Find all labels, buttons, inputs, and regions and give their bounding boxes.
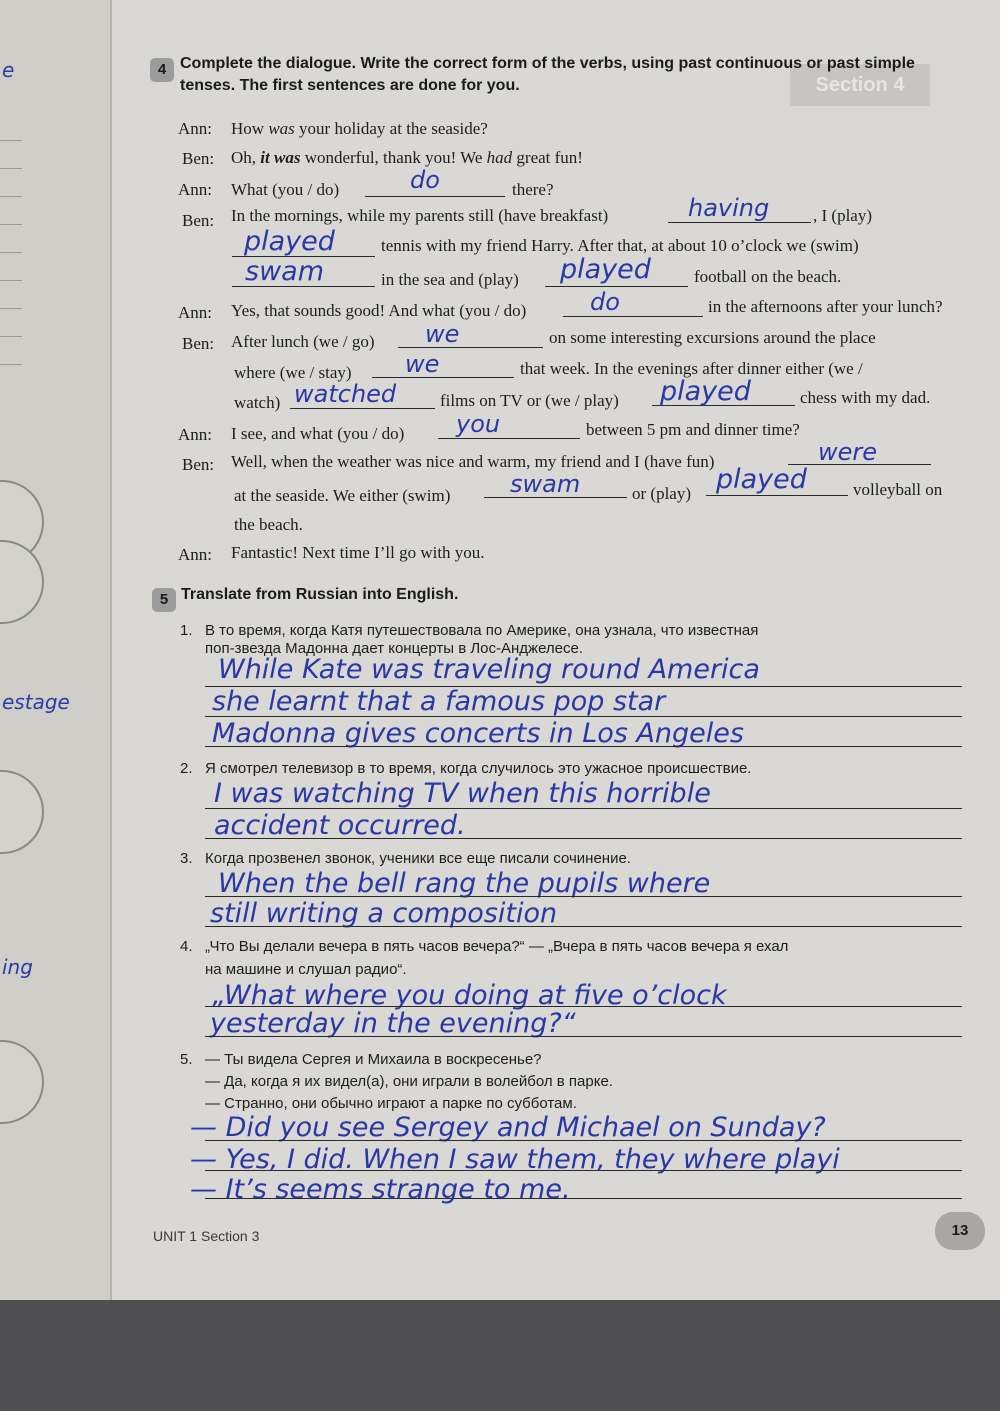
handwritten-answer: were <box>818 438 878 466</box>
handwritten-translation: — It’s seems strange to me. <box>190 1174 571 1205</box>
exercise-5-instructions: Translate from Russian into English. <box>181 586 459 603</box>
dialogue-line: on some interesting excursions around the place <box>549 328 876 347</box>
answer-blank <box>668 222 811 223</box>
russian-sentence: В то время, когда Катя путешествовала по Америке, она узнала, что известная <box>205 622 759 639</box>
handwritten-answer: played <box>244 226 335 257</box>
faded-section-tab: Section 4 <box>790 64 930 106</box>
russian-sentence: поп-звезда Мадонна дает концерты в Лос-Анджелесе. <box>205 640 584 657</box>
speaker: Ann: <box>178 425 212 444</box>
answer-blank <box>563 316 703 317</box>
speaker: Ann: <box>178 180 212 199</box>
margin-word: ing <box>2 955 33 979</box>
dialogue-line: What (you / do) <box>231 180 340 199</box>
russian-sentence: Когда прозвенел звонок, ученики все еще писали сочинение. <box>205 850 631 867</box>
handwritten-answer: swam <box>510 470 581 498</box>
item-number: 1. <box>180 622 193 639</box>
speaker: Ann: <box>178 303 212 322</box>
answer-blank <box>365 196 505 197</box>
handwritten-translation: When the bell rang the pupils where <box>218 868 711 899</box>
answer-blank <box>398 347 543 348</box>
handwritten-answer: played <box>716 464 807 495</box>
margin-word: e <box>2 58 15 82</box>
dialogue-line: Fantastic! Next time I’ll go with you. <box>231 543 485 562</box>
dialogue-line: in the sea and (play) <box>381 270 519 289</box>
page-number: 13 <box>935 1212 985 1250</box>
handwritten-answer: played <box>560 254 651 285</box>
speaker: Ben: <box>182 455 215 474</box>
dialogue-line: , I (play) <box>813 206 873 225</box>
handwritten-translation: yesterday in the evening?“ <box>210 1008 576 1039</box>
exercise-4-instructions: Complete the dialogue. Write the correct form of the verbs, using past continuous or past simple <box>180 55 915 72</box>
handwritten-answer: you <box>456 410 501 438</box>
handwritten-translation: she learnt that a famous pop star <box>212 686 666 717</box>
item-number: 3. <box>180 850 193 867</box>
item-number: 5. <box>180 1051 193 1068</box>
answer-blank <box>706 495 848 496</box>
dialogue-line: between 5 pm and dinner time? <box>586 420 800 439</box>
russian-sentence: — Странно, они обычно играют а парке по субботам. <box>205 1095 577 1112</box>
dialogue-line: tennis with my friend Harry. After that, at about 10 o’clock we (swim) <box>381 236 859 255</box>
footer-unit: UNIT 1 Section 3 <box>153 1228 260 1244</box>
scan-background <box>0 1300 1000 1411</box>
handwritten-answer: we <box>425 320 460 348</box>
dialogue-line: Well, when the weather was nice and warm, my friend and I (have fun) <box>231 452 715 471</box>
handwritten-translation: I was watching TV when this horrible <box>214 778 711 809</box>
handwritten-answer: we <box>405 350 440 378</box>
dialogue-line: How was your holiday at the seaside? <box>231 119 488 138</box>
dialogue-line: chess with my dad. <box>800 388 931 407</box>
russian-sentence: — Ты видела Сергея и Михаила в воскресенье? <box>205 1051 542 1068</box>
dialogue-line: that week. In the evenings after dinner either (we / <box>520 359 863 378</box>
handwritten-answer: do <box>410 166 440 194</box>
dialogue-line: volleyball on <box>853 480 943 499</box>
exercise-4-number: 4 <box>150 58 174 82</box>
handwritten-translation: still writing a composition <box>210 898 558 929</box>
dialogue-line: in the afternoons after your lunch? <box>708 297 943 316</box>
answer-blank <box>545 286 688 287</box>
dialogue-line: In the mornings, while my parents still (have breakfast) <box>231 206 609 225</box>
dialogue-line: After lunch (we / go) <box>231 332 375 351</box>
handwritten-answer: swam <box>245 256 324 287</box>
dialogue-line: Yes, that sounds good! And what (you / do) <box>231 301 527 320</box>
answer-blank <box>290 408 435 409</box>
speaker: Ann: <box>178 119 212 138</box>
speaker: Ann: <box>178 545 212 564</box>
russian-sentence: Я смотрел телевизор в то время, когда случилось это ужасное происшествие. <box>205 760 752 777</box>
handwritten-translation: Madonna gives concerts in Los Angeles <box>212 718 744 749</box>
russian-sentence: — Да, когда я их видел(а), они играли в волейбол в парке. <box>205 1073 613 1090</box>
dialogue-line: watch) <box>234 393 281 412</box>
handwritten-translation: While Kate was traveling round America <box>218 654 760 685</box>
dialogue-line: there? <box>512 180 554 199</box>
exercise-5-number: 5 <box>152 588 176 612</box>
handwritten-translation: „What where you doing at five o’clock <box>212 980 727 1011</box>
dialogue-line: at the seaside. We either (swim) <box>234 486 451 505</box>
russian-sentence: „Что Вы делали вечера в пять часов вечера?“ — „Вчера в пять часов вечера я ехал <box>205 938 789 955</box>
handwritten-answer: played <box>660 376 751 407</box>
dialogue-line: films on TV or (we / play) <box>440 391 619 410</box>
item-number: 4. <box>180 938 193 955</box>
answer-blank <box>372 377 514 378</box>
russian-sentence: на машине и слушал радио“. <box>205 961 407 978</box>
handwritten-translation: — Did you see Sergey and Michael on Sunday? <box>190 1112 826 1143</box>
previous-page-edge <box>0 0 112 1300</box>
dialogue-line: the beach. <box>234 515 303 534</box>
handwritten-answer: having <box>688 194 770 222</box>
speaker: Ben: <box>182 334 215 353</box>
item-number: 2. <box>180 760 193 777</box>
dialogue-line: I see, and what (you / do) <box>231 424 405 443</box>
handwritten-translation: accident occurred. <box>214 810 466 841</box>
margin-word: estage <box>2 690 70 714</box>
dialogue-line: football on the beach. <box>694 267 842 286</box>
dialogue-line: or (play) <box>632 484 692 503</box>
exercise-4-instructions-cont: tenses. The first sentences are done for you. <box>180 77 520 94</box>
speaker: Ben: <box>182 211 215 230</box>
handwritten-translation: — Yes, I did. When I saw them, they where playi <box>190 1144 840 1175</box>
handwritten-answer: watched <box>294 380 397 408</box>
handwritten-answer: do <box>590 288 620 316</box>
answer-blank <box>438 438 580 439</box>
dialogue-line: where (we / stay) <box>234 363 352 382</box>
speaker: Ben: <box>182 149 215 168</box>
dialogue-line: Oh, it was wonderful, thank you! We had great fun! <box>231 148 583 167</box>
